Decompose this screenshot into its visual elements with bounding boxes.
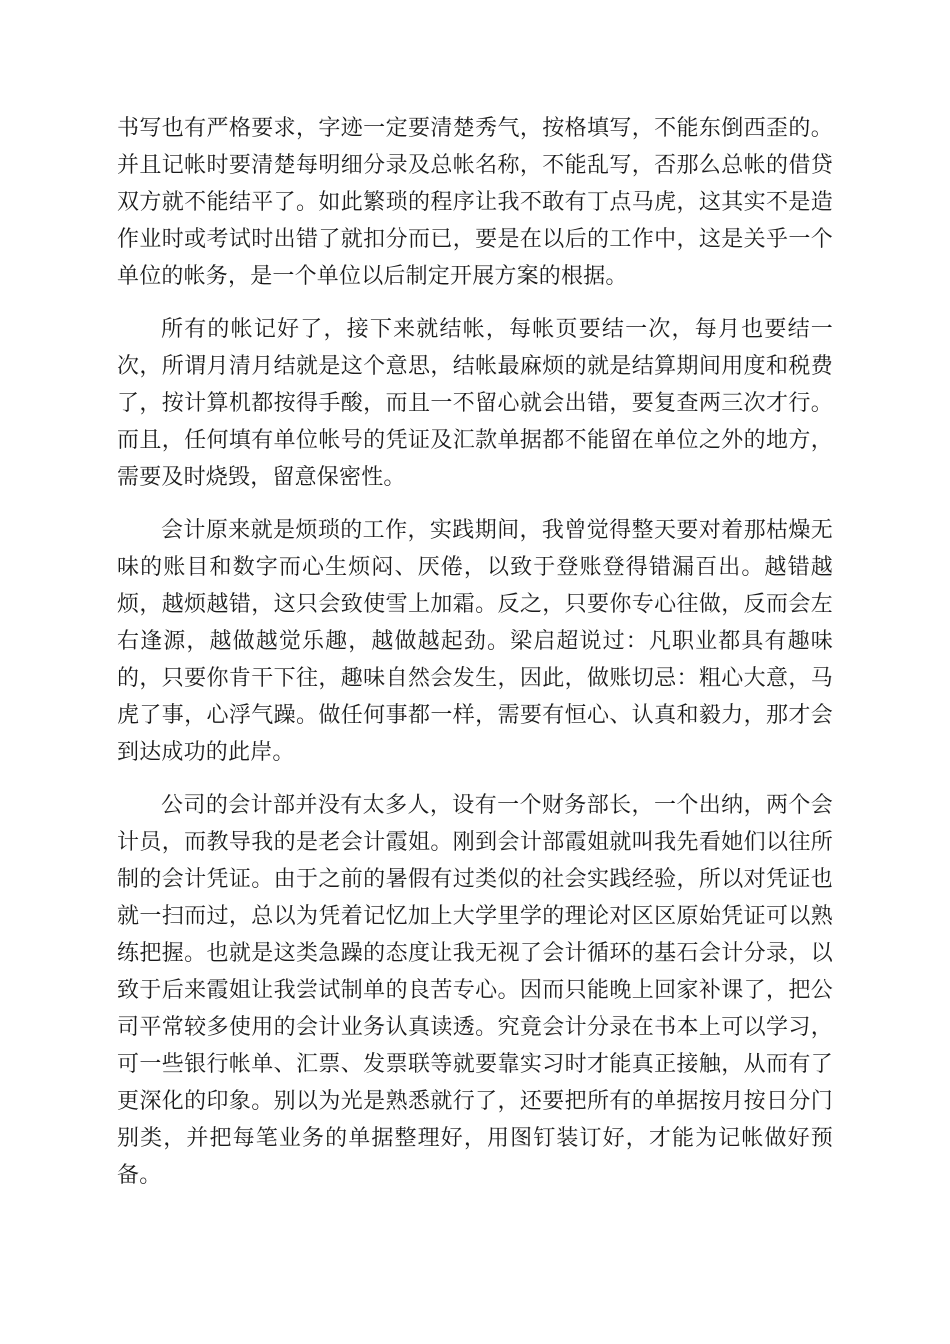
paragraph-accounting-attitude: 会计原来就是烦琐的工作，实践期间，我曾觉得整天要对着那枯燥无味的账目和数字而心生烦闷、厌倦，以致于登账登得错漏百出。越错越烦，越烦越错，这只会致使雪上加霜。反之，只要你专心往做，反而会左右逢源，越做越觉乐趣，越做越起劲。梁启超说过：凡职业都具有趣味的，只要你肯干下往，趣味自然会发生，因此，做账切忌：粗心大意，马虎了事，心浮气躁。做任何事都一样，需要有恒心、认真和毅力，那才会到达成功的此岸。 — [117, 518, 833, 765]
paragraph-closing-accounts: 所有的帐记好了，接下来就结帐，每帐页要结一次，每月也要结一次，所谓月清月结就是这个意思，结帐最麻烦的就是结算期间用度和税费了，按计算机都按得手酸，而且一不留心就会出错，要复查两三次才行。而且，任何填有单位帐号的凭证及汇款单据都不能留在单位之外的地方，需要及时烧毁，留意保密性。 — [117, 317, 833, 490]
document-body — [117, 110, 833, 1210]
paragraph-continued: 书写也有严格要求，字迹一定要清楚秀气，按格填写，不能东倒西歪的。并且记帐时要清楚每明细分录及总帐名称，不能乱写，否那么总帐的借贷双方就不能结平了。如此繁琐的程序让我不敢有丁点马虎，这其实不是造作业时或考试时出错了就扣分而已，要是在以后的工作中，这是关乎一个单位的帐务，是一个单位以后制定开展方案的根据。 — [117, 116, 833, 289]
paragraph-accounting-department: 公司的会计部并没有太多人，设有一个财务部长，一个出纳，两个会计员，而教导我的是老会计霞姐。刚到会计部霞姐就叫我先看她们以往所制的会计凭证。由于之前的暑假有过类似的社会实践经验，所以对凭证也就一扫而过，总以为凭着记忆加上大学里学的理论对区区原始凭证可以熟练把握。也就是这类急躁的态度让我无视了会计循环的基石会计分录，以致于后来霞姐让我尝试制单的良苦专心。因而只能晚上回家补课了，把公司平常较多使用的会计业务认真读透。究竟会计分录在书本上可以学习，可一些银行帐单、汇票、发票联等就要靠实习时才能真正接触，从而有了更深化的印象。别以为光是熟悉就行了，还要把所有的单据按月按日分门别类，并把每笔业务的单据整理好，用图钉装订好，才能为记帐做好预备。 — [117, 793, 833, 1188]
